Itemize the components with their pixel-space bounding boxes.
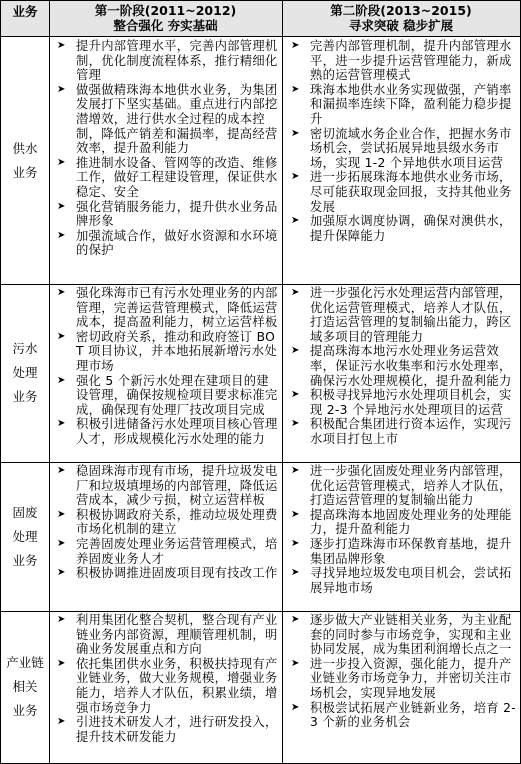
list-item-text: 依托集团供水业务，积极扶持现有产业链业务，做大业务规模，增强业务能力，培养人才队伍，积累业绩，增强市场竞争力 — [76, 656, 278, 715]
arrow-bullet-icon: ➤ — [57, 330, 66, 342]
arrow-bullet-icon: ➤ — [57, 156, 66, 168]
list-item — [54, 229, 279, 258]
arrow-bullet-icon: ➤ — [57, 418, 66, 430]
business-label: 供水 — [12, 140, 38, 156]
arrow-bullet-icon: ➤ — [291, 127, 300, 139]
list-item — [54, 657, 279, 715]
arrow-bullet-icon: ➤ — [291, 701, 300, 713]
list-item-text: 进一步拓展珠海本地供水业务市场，尽可能获取现金回报，支持其他业务发展 — [310, 170, 512, 214]
header-business-label: 业务 — [12, 4, 38, 19]
list-item-text: 完善固废处理业务运营管理模式，培养固废业务人才 — [76, 536, 278, 566]
list-item — [288, 508, 517, 537]
arrow-bullet-icon: ➤ — [57, 657, 66, 669]
list-item-text: 强化营销服务能力，提升供水业务品牌形象 — [76, 199, 278, 229]
business-label: 业务 — [12, 164, 38, 180]
list-item-text: 加强流域合作，做好水资源和水环境的保护 — [76, 228, 278, 258]
list-item — [288, 214, 517, 243]
header-phase2-cell — [282, 1, 520, 37]
arrow-bullet-icon: ➤ — [57, 200, 66, 212]
list-item-text: 逐步做大产业链相关业务，为主业配套的同时参与市场竞争，实现和主业协同发展，成为集团利润增长点之一 — [310, 613, 512, 657]
list-item-text: 强化珠海市已有污水处理业务的内部管理，完善运营管理模式，降低运营成本，提高盈利能力，树立运营样板 — [76, 286, 278, 330]
list-item — [54, 464, 279, 508]
list-item — [288, 657, 517, 701]
list-item-text: 寻找异地垃圾发电项目机会，尝试拓展异地市场 — [310, 566, 512, 595]
list-item — [54, 417, 279, 446]
business-cell-solid-waste — [1, 462, 49, 611]
business-cell-industry-chain — [1, 611, 49, 763]
arrow-bullet-icon: ➤ — [291, 537, 300, 549]
business-label: 业务 — [12, 552, 38, 568]
arrow-bullet-icon: ➤ — [291, 614, 300, 625]
arrow-bullet-icon: ➤ — [291, 345, 300, 357]
row-divider — [1, 462, 520, 463]
phase2-list — [288, 39, 517, 243]
arrow-bullet-icon: ➤ — [57, 374, 66, 386]
business-cell-water-supply — [1, 37, 49, 284]
phase1-list — [54, 39, 279, 258]
list-item — [54, 200, 279, 229]
list-item — [288, 613, 517, 657]
list-item-text: 强化 5 个新污水处理在建项目的建设管理，确保按规检项目要求标准完成，确保现有处理厂技改项目完成 — [76, 373, 278, 417]
list-item-text: 提升内部管理水平，完善内部管理机制，优化制度流程体系，推行精细化管理 — [76, 39, 278, 83]
list-item-text: 积极尝试拓展产业链新业务，培育 2-3 个新的业务机会 — [310, 700, 517, 730]
arrow-bullet-icon: ➤ — [57, 83, 66, 95]
list-item-text: 积极配合集团进行资本运作，实现污水项目打包上市 — [310, 417, 512, 446]
arrow-bullet-icon: ➤ — [57, 567, 66, 579]
arrow-bullet-icon: ➤ — [57, 716, 66, 728]
column-divider — [282, 1, 283, 763]
list-item-text: 密切政府关系，推动和政府签订 BOT 项目协议，并本地拓展新增污水处理市场 — [76, 329, 277, 373]
business-label: 污水 — [12, 341, 38, 356]
arrow-bullet-icon: ➤ — [291, 418, 300, 430]
list-item — [54, 508, 279, 537]
arrow-bullet-icon: ➤ — [57, 614, 66, 625]
phase1-list — [54, 286, 279, 447]
list-item-text: 积极寻找异地污水处理项目机会，实现 2-3 个异地污水处理项目的运营 — [310, 388, 512, 417]
business-label: 相关 — [12, 679, 38, 694]
list-item — [288, 537, 517, 566]
phase1-list — [54, 464, 279, 581]
list-item-text: 完善内部管理机制，提升内部管理水平，进一步提升运营管理能力，新成熟的运营管理模式 — [310, 39, 512, 83]
list-item-text: 积极协调政府关系，推动垃圾处理费市场化机制的建立 — [76, 507, 278, 537]
header-phase2-title: 第二阶段(2013~2015) — [330, 3, 472, 18]
arrow-bullet-icon: ➤ — [291, 40, 300, 51]
list-item-text: 积极引进储备污水处理项目核心管理人才，形成规模化污水处理的能力 — [76, 417, 278, 446]
list-item — [288, 83, 517, 127]
phase2-list — [288, 613, 517, 730]
arrow-bullet-icon: ➤ — [291, 287, 300, 298]
arrow-bullet-icon: ➤ — [57, 537, 66, 549]
list-item-text: 进一步强化固废处理业务内部管理，优化运营管理模式，培养人才队伍，打造运营管理的复制输出能力 — [310, 464, 512, 508]
list-item — [54, 613, 279, 657]
list-item-text: 做强做精珠海本地供水业务，为集团发展打下坚实基础。重点进行内部挖潜增效，进行供水全过程的成本控制，降低产销差和漏损率，提高经营效率，提升盈利能力 — [76, 82, 278, 156]
header-business-cell — [1, 1, 49, 37]
business-cell-wastewater — [1, 284, 49, 462]
list-item-text: 引进技术研发人才，进行研发投入，提升技术研发能力 — [76, 715, 278, 744]
list-item — [288, 388, 517, 417]
header-phase1-cell — [49, 1, 282, 37]
list-item — [288, 701, 517, 730]
arrow-bullet-icon: ➤ — [291, 83, 300, 95]
list-item-text: 逐步打造珠海市环保教育基地，提升集团品牌形象 — [310, 536, 512, 566]
business-label: 产业链 — [6, 655, 44, 670]
list-item-text: 利用集团化整合契机，整合现有产业链业务内部资源，理顺管理机制，明确业务发展重点和方向 — [76, 613, 278, 657]
list-item — [54, 566, 279, 581]
list-item — [54, 83, 279, 156]
arrow-bullet-icon: ➤ — [57, 465, 66, 476]
arrow-bullet-icon: ➤ — [57, 229, 66, 241]
list-item — [54, 715, 279, 744]
list-item — [288, 39, 517, 83]
phase2-list — [288, 286, 517, 447]
list-item — [288, 417, 517, 446]
row-divider — [1, 611, 520, 612]
business-label: 固废 — [12, 504, 38, 520]
list-item-text: 稳固珠海市现有市场，提升垃圾发电厂和垃圾填埋场的内部管理，降低运营成本，减少亏损，树立运营样板 — [76, 464, 278, 508]
list-item-text: 提高珠海本地固废处理业务的处理能力，提升盈利能力 — [310, 507, 512, 537]
arrow-bullet-icon: ➤ — [57, 287, 66, 298]
list-item-text: 推进制水设备、管网等的改造、维修工作，做好工程建设管理，保证供水稳定、安全 — [76, 155, 278, 199]
header-phase1-title: 第一阶段(2011~2012) — [94, 3, 237, 18]
list-item — [54, 39, 279, 83]
list-item — [288, 286, 517, 344]
arrow-bullet-icon: ➤ — [291, 508, 300, 520]
list-item — [288, 127, 517, 171]
arrow-bullet-icon: ➤ — [57, 40, 66, 51]
list-item — [54, 330, 279, 374]
phase2-list — [288, 464, 517, 595]
list-item — [288, 344, 517, 388]
list-item-text: 提高珠海本地污水处理业务运营效率，保证污水收集率和污水处理率，确保污水处理规模化，提升盈利能力 — [310, 344, 512, 388]
list-item — [54, 374, 279, 418]
business-label: 业务 — [12, 389, 38, 404]
header-phase1-subtitle: 整合强化 夯实基础 — [113, 18, 218, 33]
business-label: 处理 — [12, 365, 38, 380]
arrow-bullet-icon: ➤ — [291, 567, 300, 579]
list-item — [54, 286, 279, 330]
list-item — [288, 566, 517, 595]
arrow-bullet-icon: ➤ — [291, 657, 300, 669]
list-item-text: 积极协调推进固废项目现有技改工作 — [76, 566, 278, 581]
column-divider — [49, 1, 50, 763]
business-label: 业务 — [12, 703, 38, 718]
list-item-text: 进一步强化污水处理运营内部管理，优化运营管理模式，培养人才队伍，打造运营管理的复制输出能力，跨区域多项目的管理能力 — [310, 286, 512, 344]
phase1-list — [54, 613, 279, 744]
arrow-bullet-icon: ➤ — [291, 215, 300, 227]
header-phase2-subtitle: 寻求突破 稳步扩展 — [348, 18, 454, 33]
list-item — [54, 156, 279, 200]
arrow-bullet-icon: ➤ — [291, 171, 300, 183]
list-item-text: 进一步投入资源，强化能力，提升产业链业务市场竞争力，并密切关注市场机会，实现异地发展 — [310, 656, 512, 700]
row-divider — [1, 284, 520, 285]
arrow-bullet-icon: ➤ — [291, 389, 300, 401]
list-item — [288, 170, 517, 214]
arrow-bullet-icon: ➤ — [57, 508, 66, 520]
list-item-text: 密切流域水务企业合作，把握水务市场机会，尝试拓展异地县级水务市场，实现 1-2 个异地供水项目运营 — [310, 126, 512, 170]
arrow-bullet-icon: ➤ — [291, 465, 300, 476]
list-item-text: 珠海本地供水业务实现做强，产销率和漏损率连续下降，盈利能力稳步提升 — [310, 82, 512, 126]
list-item-text: 加强原水调度协调，确保对澳供水，提升保障能力 — [310, 214, 512, 243]
business-label: 处理 — [12, 528, 38, 544]
list-item — [54, 537, 279, 566]
list-item — [288, 464, 517, 508]
